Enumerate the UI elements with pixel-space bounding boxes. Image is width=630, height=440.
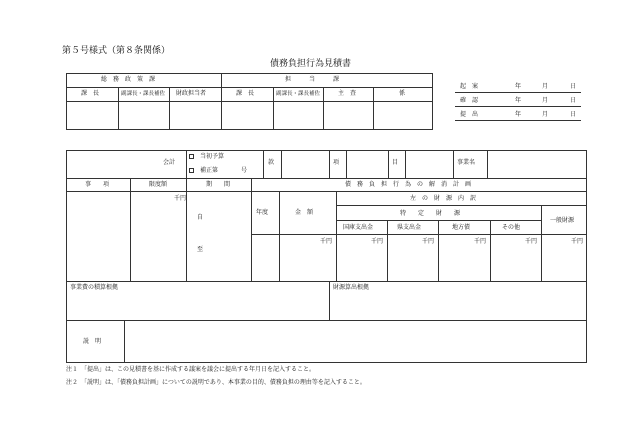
- specific-funding-header: 特 定 財 源: [400, 210, 461, 217]
- kou-label: 項: [333, 159, 340, 166]
- explanation-label: 説 明: [83, 338, 102, 345]
- general-funding-header: 一般財源: [550, 217, 575, 224]
- note-1: 注１ 「提出」は、この見積書を基に作成する議案を議会に提出する年月日を記入すること。: [66, 366, 316, 373]
- period-from: 自: [197, 214, 204, 221]
- local-bond-unit: 千円: [474, 238, 487, 245]
- kan-label: 款: [268, 159, 275, 166]
- left-col-2: 財政担当者: [176, 90, 207, 97]
- local-bond-header: 地方債: [452, 224, 471, 231]
- note-2: 注２ 「説明」は、「債務負担計画」についての説明であり、本事業の目的、債務負担の理由等を記入すること。: [66, 379, 366, 386]
- supplementary-budget-label: 補正第: [200, 167, 219, 174]
- limit-header: 限度額: [149, 181, 168, 188]
- account-label: 会計: [163, 159, 176, 166]
- fiscal-year-header: 年度: [256, 209, 269, 216]
- amount-unit: 千円: [320, 238, 333, 245]
- other-header: その他: [502, 224, 521, 231]
- page-title: 債務負担行為見積書: [270, 59, 352, 69]
- left-col-0: 課 長: [81, 90, 100, 97]
- date-label-confirm: 確 認: [460, 97, 479, 104]
- other-unit: 千円: [525, 238, 538, 245]
- date-label-submit: 提 出: [460, 111, 479, 118]
- right-col-1: 副課長・課長補佐: [276, 91, 321, 97]
- right-col-2: 主 査: [338, 90, 357, 97]
- date-label-draft: 起 案: [460, 83, 479, 90]
- right-col-0: 課 長: [236, 90, 255, 97]
- project-name-label: 事業名: [457, 159, 476, 166]
- number-suffix: 号: [241, 167, 248, 174]
- responsible-section-label: 担 当 課: [285, 76, 340, 83]
- moku-label: 目: [392, 159, 399, 166]
- funding-breakdown-header: 左 の 財 源 内 訳: [410, 195, 477, 202]
- period-header: 期 間: [206, 181, 231, 188]
- national-unit: 千円: [371, 238, 384, 245]
- right-col-3: 係: [399, 90, 406, 97]
- initial-budget-label: 当初予算: [200, 153, 225, 160]
- prefectural-unit: 千円: [422, 238, 435, 245]
- amount-header: 金 額: [295, 209, 314, 216]
- national-treasury-header: 国庫支出金: [343, 224, 374, 231]
- cost-basis-label: 事業費の積算根拠: [70, 284, 119, 291]
- plan-header: 債 務 負 担 行 為 の 解 消 計 画: [345, 181, 472, 188]
- general-section-label: 総 務 政 策 課: [101, 76, 156, 83]
- item-header: 事 項: [85, 181, 110, 188]
- funding-basis-label: 財源算出根拠: [333, 284, 370, 291]
- form-number: 第５号様式（第８条関係）: [62, 46, 171, 56]
- main-table: [66, 150, 587, 363]
- prefectural-header: 県支出金: [397, 224, 422, 231]
- period-to: 至: [197, 246, 204, 253]
- initial-budget-checkbox[interactable]: [189, 154, 194, 159]
- supplementary-budget-checkbox[interactable]: [189, 168, 194, 173]
- left-col-1: 副課長・課長補佐: [121, 91, 166, 97]
- general-unit: 千円: [571, 238, 584, 245]
- limit-unit: 千円: [174, 195, 187, 202]
